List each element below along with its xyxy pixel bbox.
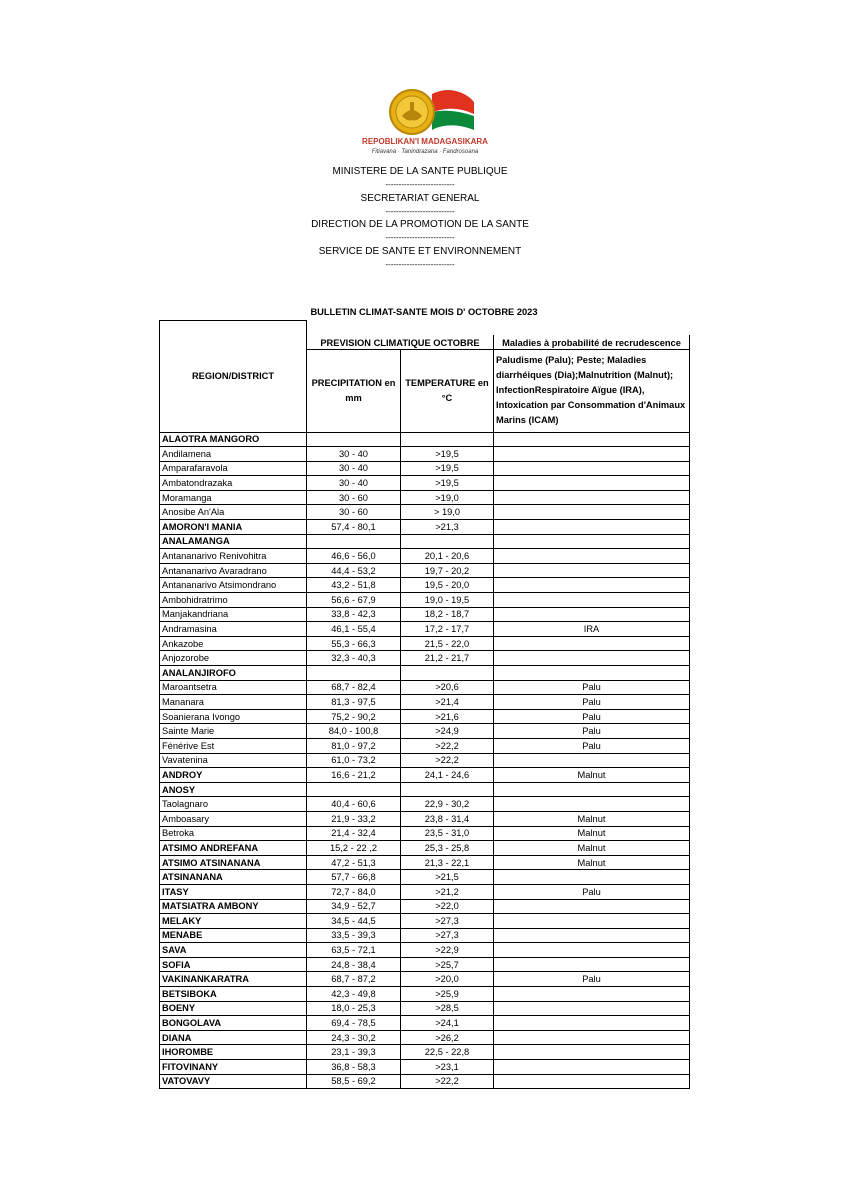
direction-name: DIRECTION DE LA PROMOTION DE LA SANTE bbox=[311, 219, 529, 231]
table-row bbox=[160, 724, 690, 739]
precipitation-cell: 33,8 - 42,3 bbox=[307, 607, 401, 622]
region-cell: MENABE bbox=[160, 928, 307, 943]
precipitation-cell: 30 - 40 bbox=[307, 461, 401, 476]
region-cell: Antananarivo Avaradrano bbox=[160, 563, 307, 578]
table-row bbox=[160, 534, 690, 549]
temperature-cell: >22,2 bbox=[401, 753, 494, 768]
temperature-cell: >23,1 bbox=[401, 1060, 494, 1075]
precipitation-cell: 23,1 - 39,3 bbox=[307, 1045, 401, 1060]
ministry-name: MINISTERE DE LA SANTE PUBLIQUE bbox=[332, 166, 508, 177]
table-row bbox=[160, 505, 690, 520]
precipitation-cell: 32,3 - 40,3 bbox=[307, 651, 401, 666]
column-header-region: REGION/DISTRICT bbox=[160, 321, 307, 433]
service-name: SERVICE DE SANTE ET ENVIRONNEMENT bbox=[318, 245, 522, 257]
table-row bbox=[160, 753, 690, 768]
region-cell: ANALAMANGA bbox=[160, 534, 307, 549]
temperature-cell: 21,2 - 21,7 bbox=[401, 651, 494, 666]
precipitation-cell: 81,3 - 97,5 bbox=[307, 695, 401, 710]
temperature-cell: >26,2 bbox=[401, 1030, 494, 1045]
logo-motto-text: Fitiavana · Tanindrazana · Fandrosoana bbox=[371, 149, 479, 155]
precipitation-cell: 57,7 - 66,8 bbox=[307, 870, 401, 885]
disease-cell bbox=[494, 549, 690, 564]
region-cell: ITASY bbox=[160, 884, 307, 899]
temperature-cell: 21,3 - 22,1 bbox=[401, 855, 494, 870]
precipitation-cell: 40,4 - 60,6 bbox=[307, 797, 401, 812]
column-header-maladies: Maladies à probabilité de recrudescence bbox=[494, 335, 690, 350]
bulletin-title: BULLETIN CLIMAT-SANTE MOIS D' OCTOBRE 2023 bbox=[310, 307, 538, 317]
disease-cell bbox=[494, 651, 690, 666]
separator-line: -------------------------- bbox=[385, 260, 455, 270]
disease-cell: Malnut bbox=[494, 826, 690, 841]
region-cell: SAVA bbox=[160, 943, 307, 958]
region-cell: Anosibe An'Ala bbox=[160, 505, 307, 520]
climate-health-table bbox=[159, 320, 690, 1089]
temperature-cell: >28,5 bbox=[401, 1001, 494, 1016]
region-cell: VAKINANKARATRA bbox=[160, 972, 307, 987]
table-row bbox=[160, 855, 690, 870]
temperature-cell: >19,5 bbox=[401, 476, 494, 491]
temperature-cell: 24,1 - 24,6 bbox=[401, 768, 494, 783]
region-cell: ANOSY bbox=[160, 782, 307, 797]
temperature-cell: >20,0 bbox=[401, 972, 494, 987]
precipitation-cell: 68,7 - 82,4 bbox=[307, 680, 401, 695]
table-row bbox=[160, 738, 690, 753]
region-cell: Mananara bbox=[160, 695, 307, 710]
table-row bbox=[160, 797, 690, 812]
table-row bbox=[160, 709, 690, 724]
separator-line: -------------------------- bbox=[385, 180, 455, 190]
temperature-cell: 21,5 - 22,0 bbox=[401, 636, 494, 651]
table-row bbox=[160, 636, 690, 651]
disease-cell bbox=[494, 593, 690, 608]
disease-cell bbox=[494, 1060, 690, 1075]
precipitation-cell: 15,2 - 22 ,2 bbox=[307, 841, 401, 856]
precipitation-cell: 58,5 - 69,2 bbox=[307, 1074, 401, 1089]
disease-cell bbox=[494, 666, 690, 681]
precipitation-cell: 21,4 - 32,4 bbox=[307, 826, 401, 841]
disease-cell: Malnut bbox=[494, 811, 690, 826]
region-cell: Ambatondrazaka bbox=[160, 476, 307, 491]
table-row bbox=[160, 666, 690, 681]
table-row bbox=[160, 826, 690, 841]
region-cell: Fénérive Est bbox=[160, 738, 307, 753]
temperature-cell bbox=[401, 782, 494, 797]
disease-cell bbox=[494, 520, 690, 535]
region-cell: Soanierana Ivongo bbox=[160, 709, 307, 724]
table-row bbox=[160, 622, 690, 637]
temperature-cell: > 19,0 bbox=[401, 505, 494, 520]
disease-cell bbox=[494, 899, 690, 914]
temperature-cell: 23,8 - 31,4 bbox=[401, 811, 494, 826]
temperature-cell: >24,9 bbox=[401, 724, 494, 739]
disease-cell bbox=[494, 928, 690, 943]
column-header-disease-list: Paludisme (Palu); Peste; Maladies diarrhéiques (Dia);Malnutrition (Malnut); InfectionRespiratoire Aïgue (IRA), Intoxication par Consommation d'Animaux Marins (ICAM) bbox=[494, 349, 690, 432]
region-cell: Anjozorobe bbox=[160, 651, 307, 666]
disease-cell bbox=[494, 578, 690, 593]
table-row bbox=[160, 578, 690, 593]
region-cell: MELAKY bbox=[160, 914, 307, 929]
region-cell: FITOVINANY bbox=[160, 1060, 307, 1075]
disease-cell bbox=[494, 636, 690, 651]
region-cell: Ankazobe bbox=[160, 636, 307, 651]
precipitation-cell: 68,7 - 87,2 bbox=[307, 972, 401, 987]
precipitation-cell: 24,8 - 38,4 bbox=[307, 957, 401, 972]
column-header-precipitation: PRECIPITATION en mm bbox=[307, 349, 401, 432]
temperature-cell: >24,1 bbox=[401, 1016, 494, 1031]
region-cell: BOENY bbox=[160, 1001, 307, 1016]
precipitation-cell: 33,5 - 39,3 bbox=[307, 928, 401, 943]
madagascar-seal-icon bbox=[340, 80, 510, 158]
table-row bbox=[160, 884, 690, 899]
precipitation-cell: 69,4 - 78,5 bbox=[307, 1016, 401, 1031]
region-cell: Vavatenina bbox=[160, 753, 307, 768]
precipitation-cell: 57,4 - 80,1 bbox=[307, 520, 401, 535]
precipitation-cell: 46,6 - 56,0 bbox=[307, 549, 401, 564]
table-row bbox=[160, 651, 690, 666]
region-cell: ATSIMO ANDREFANA bbox=[160, 841, 307, 856]
region-cell: DIANA bbox=[160, 1030, 307, 1045]
region-cell: Andramasina bbox=[160, 622, 307, 637]
precipitation-cell: 63,5 - 72,1 bbox=[307, 943, 401, 958]
disease-cell bbox=[494, 782, 690, 797]
disease-cell bbox=[494, 1016, 690, 1031]
table-row bbox=[160, 1016, 690, 1031]
region-cell: Maroantsetra bbox=[160, 680, 307, 695]
precipitation-cell: 30 - 60 bbox=[307, 490, 401, 505]
disease-cell bbox=[494, 753, 690, 768]
disease-cell: Palu bbox=[494, 724, 690, 739]
precipitation-cell: 16,6 - 21,2 bbox=[307, 768, 401, 783]
precipitation-cell: 18,0 - 25,3 bbox=[307, 1001, 401, 1016]
region-cell: Antananarivo Renivohitra bbox=[160, 549, 307, 564]
precipitation-cell bbox=[307, 666, 401, 681]
table-row bbox=[160, 943, 690, 958]
region-cell: BONGOLAVA bbox=[160, 1016, 307, 1031]
region-cell: VATOVAVY bbox=[160, 1074, 307, 1089]
disease-cell bbox=[494, 461, 690, 476]
temperature-cell: 19,7 - 20,2 bbox=[401, 563, 494, 578]
ministry-header bbox=[250, 165, 590, 271]
disease-cell bbox=[494, 476, 690, 491]
disease-cell: Palu bbox=[494, 738, 690, 753]
temperature-cell: 20,1 - 20,6 bbox=[401, 549, 494, 564]
table-row bbox=[160, 1045, 690, 1060]
region-cell: ATSINANANA bbox=[160, 870, 307, 885]
disease-cell bbox=[494, 1074, 690, 1089]
disease-cell bbox=[494, 957, 690, 972]
region-cell: Betroka bbox=[160, 826, 307, 841]
disease-cell: Palu bbox=[494, 680, 690, 695]
region-cell: ANDROY bbox=[160, 768, 307, 783]
region-cell: Ambohidratrimo bbox=[160, 593, 307, 608]
table-row bbox=[160, 972, 690, 987]
temperature-cell: >22,2 bbox=[401, 738, 494, 753]
table-row bbox=[160, 680, 690, 695]
table-row bbox=[160, 490, 690, 505]
table-row bbox=[160, 695, 690, 710]
table-row bbox=[160, 1030, 690, 1045]
table-row bbox=[160, 782, 690, 797]
disease-cell bbox=[494, 505, 690, 520]
disease-cell: Palu bbox=[494, 972, 690, 987]
region-cell: Andilamena bbox=[160, 447, 307, 462]
table-row bbox=[160, 1060, 690, 1075]
region-cell: Antananarivo Atsimondrano bbox=[160, 578, 307, 593]
precipitation-cell: 42,3 - 49,8 bbox=[307, 987, 401, 1002]
disease-cell bbox=[494, 870, 690, 885]
precipitation-cell: 34,9 - 52,7 bbox=[307, 899, 401, 914]
region-cell: Manjakandriana bbox=[160, 607, 307, 622]
region-cell: Amparafaravola bbox=[160, 461, 307, 476]
precipitation-cell: 21,9 - 33,2 bbox=[307, 811, 401, 826]
temperature-cell: >21,4 bbox=[401, 695, 494, 710]
disease-cell bbox=[494, 447, 690, 462]
table-row bbox=[160, 563, 690, 578]
precipitation-cell: 72,7 - 84,0 bbox=[307, 884, 401, 899]
precipitation-cell: 75,2 - 90,2 bbox=[307, 709, 401, 724]
disease-cell: IRA bbox=[494, 622, 690, 637]
disease-cell: Palu bbox=[494, 884, 690, 899]
disease-cell bbox=[494, 563, 690, 578]
precipitation-cell: 84,0 - 100,8 bbox=[307, 724, 401, 739]
temperature-cell bbox=[401, 534, 494, 549]
temperature-cell: >21,5 bbox=[401, 870, 494, 885]
disease-cell: Malnut bbox=[494, 841, 690, 856]
disease-cell bbox=[494, 490, 690, 505]
region-cell: BETSIBOKA bbox=[160, 987, 307, 1002]
temperature-cell: 22,9 - 30,2 bbox=[401, 797, 494, 812]
temperature-cell bbox=[401, 666, 494, 681]
table-row bbox=[160, 461, 690, 476]
precipitation-cell: 36,8 - 58,3 bbox=[307, 1060, 401, 1075]
disease-cell: Palu bbox=[494, 695, 690, 710]
table-row bbox=[160, 928, 690, 943]
table-row bbox=[160, 593, 690, 608]
precipitation-cell: 56,6 - 67,9 bbox=[307, 593, 401, 608]
coat-of-arms-logo bbox=[340, 80, 510, 158]
table-body bbox=[160, 432, 690, 1089]
disease-cell bbox=[494, 607, 690, 622]
disease-cell: Palu bbox=[494, 709, 690, 724]
temperature-cell: 19,5 - 20,0 bbox=[401, 578, 494, 593]
temperature-cell: 25,3 - 25,8 bbox=[401, 841, 494, 856]
precipitation-cell: 44,4 - 53,2 bbox=[307, 563, 401, 578]
table-row bbox=[160, 987, 690, 1002]
table-row bbox=[160, 1001, 690, 1016]
temperature-cell: >22,9 bbox=[401, 943, 494, 958]
temperature-cell: >25,7 bbox=[401, 957, 494, 972]
column-header-prevision: PREVISION CLIMATIQUE OCTOBRE bbox=[307, 335, 494, 350]
temperature-cell: 19,0 - 19,5 bbox=[401, 593, 494, 608]
precipitation-cell: 55,3 - 66,3 bbox=[307, 636, 401, 651]
temperature-cell: >19,5 bbox=[401, 447, 494, 462]
temperature-cell: >21,3 bbox=[401, 520, 494, 535]
separator-line: -------------------------- bbox=[385, 233, 455, 243]
precipitation-cell: 30 - 40 bbox=[307, 476, 401, 491]
precipitation-cell bbox=[307, 432, 401, 447]
table-row bbox=[160, 768, 690, 783]
disease-cell: Malnut bbox=[494, 768, 690, 783]
table-row bbox=[160, 957, 690, 972]
table-row bbox=[160, 432, 690, 447]
disease-cell: Malnut bbox=[494, 855, 690, 870]
separator-line: -------------------------- bbox=[385, 206, 455, 216]
region-cell: Taolagnaro bbox=[160, 797, 307, 812]
region-cell: IHOROMBE bbox=[160, 1045, 307, 1060]
disease-cell bbox=[494, 797, 690, 812]
table-row bbox=[160, 520, 690, 535]
temperature-cell: >20,6 bbox=[401, 680, 494, 695]
region-cell: MATSIATRA AMBONY bbox=[160, 899, 307, 914]
temperature-cell: >19,5 bbox=[401, 461, 494, 476]
table-row bbox=[160, 811, 690, 826]
disease-cell bbox=[494, 1030, 690, 1045]
precipitation-cell: 34,5 - 44,5 bbox=[307, 914, 401, 929]
temperature-cell: >22,0 bbox=[401, 899, 494, 914]
temperature-cell: >19,0 bbox=[401, 490, 494, 505]
table-row bbox=[160, 549, 690, 564]
precipitation-cell: 30 - 40 bbox=[307, 447, 401, 462]
temperature-cell: >25,9 bbox=[401, 987, 494, 1002]
table-row bbox=[160, 447, 690, 462]
precipitation-cell: 46,1 - 55,4 bbox=[307, 622, 401, 637]
disease-cell bbox=[494, 1001, 690, 1016]
temperature-cell bbox=[401, 432, 494, 447]
secretariat-name: SECRETARIAT GENERAL bbox=[360, 192, 480, 204]
table-row bbox=[160, 476, 690, 491]
temperature-cell: >22,2 bbox=[401, 1074, 494, 1089]
temperature-cell: 18,2 - 18,7 bbox=[401, 607, 494, 622]
table-row bbox=[160, 1074, 690, 1089]
precipitation-cell bbox=[307, 782, 401, 797]
precipitation-cell: 24,3 - 30,2 bbox=[307, 1030, 401, 1045]
disease-cell bbox=[494, 943, 690, 958]
table-row bbox=[160, 914, 690, 929]
disease-cell bbox=[494, 914, 690, 929]
precipitation-cell: 47,2 - 51,3 bbox=[307, 855, 401, 870]
temperature-cell: >27,3 bbox=[401, 914, 494, 929]
temperature-cell: >21,6 bbox=[401, 709, 494, 724]
precipitation-cell: 43,2 - 51,8 bbox=[307, 578, 401, 593]
region-cell: ATSIMO ATSINANANA bbox=[160, 855, 307, 870]
column-header-temperature: TEMPERATURE en °C bbox=[401, 349, 494, 432]
region-cell: Moramanga bbox=[160, 490, 307, 505]
region-cell: ALAOTRA MANGORO bbox=[160, 432, 307, 447]
table-row bbox=[160, 841, 690, 856]
temperature-cell: 22,5 - 22,8 bbox=[401, 1045, 494, 1060]
region-cell: Sainte Marie bbox=[160, 724, 307, 739]
precipitation-cell bbox=[307, 534, 401, 549]
region-cell: ANALANJIROFO bbox=[160, 666, 307, 681]
disease-cell bbox=[494, 432, 690, 447]
precipitation-cell: 81,0 - 97,2 bbox=[307, 738, 401, 753]
table-row bbox=[160, 607, 690, 622]
table-row bbox=[160, 870, 690, 885]
precipitation-cell: 61,0 - 73,2 bbox=[307, 753, 401, 768]
temperature-cell: 23,5 - 31,0 bbox=[401, 826, 494, 841]
disease-cell bbox=[494, 1045, 690, 1060]
region-cell: SOFIA bbox=[160, 957, 307, 972]
temperature-cell: >27,3 bbox=[401, 928, 494, 943]
logo-title-text: REPOBLIKAN'I MADAGASIKARA bbox=[362, 137, 488, 146]
disease-cell bbox=[494, 534, 690, 549]
region-cell: AMORON'I MANIA bbox=[160, 520, 307, 535]
table-row bbox=[160, 899, 690, 914]
temperature-cell: >21,2 bbox=[401, 884, 494, 899]
disease-cell bbox=[494, 987, 690, 1002]
region-cell: Amboasary bbox=[160, 811, 307, 826]
temperature-cell: 17,2 - 17,7 bbox=[401, 622, 494, 637]
precipitation-cell: 30 - 60 bbox=[307, 505, 401, 520]
